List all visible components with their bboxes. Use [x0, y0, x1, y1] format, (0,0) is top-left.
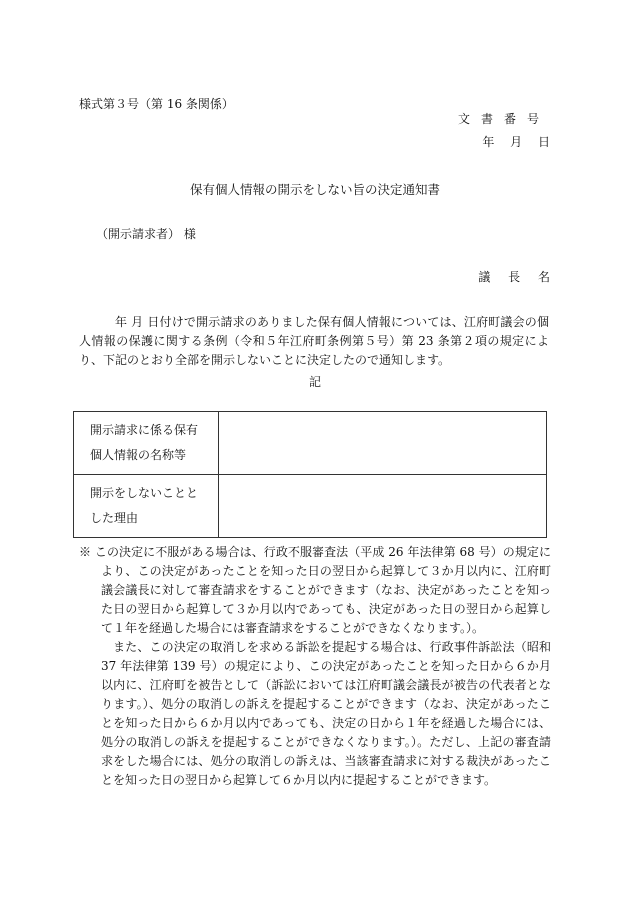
sender-line: 議 長 名 [478, 270, 550, 284]
details-table [73, 411, 547, 538]
table-row-value [219, 475, 547, 538]
table-row-label: 開示をしないこととした理由 [74, 475, 219, 538]
document-title: 保有個人情報の開示をしない旨の決定通知書 [189, 182, 440, 197]
document-date-label: 年 月 日 [482, 135, 550, 149]
document-number-label: 文書番号 [457, 112, 550, 126]
body-paragraph: 年 月 日付けで開示請求のありました保有個人情報については、江府町議会の個人情報の保護に関する条例（令和５年江府町条例第５号）第 23 条第２項の規定により、下記のとおり全部を開示しないことに決定したので通知します。 [79, 315, 549, 367]
note-section [79, 543, 551, 790]
form-number-label: 様式第３号（第 16 条関係） [79, 97, 234, 111]
recipient-line: （開示請求者） 様 [96, 227, 196, 241]
note-paragraph-lawsuit: また、この決定の取消しを求める訴訟を提起する場合は、行政事件訴訟法（昭和 37 年法律第 139 号）の規定により、この決定があったことを知った日から６か月以内に、江府町を被告として（訴訟においては江府町議会議長が被告の代表者となります。）、処分の取消しの訴えを提起することができます（なお、決定があったことを知った日から６か月以内であっても、決定の日から１年を経過した場合には、処分の取消しの訴えを提起することができなくなります。）。ただし、上記の審査請求をした場合には、処分の取消しの訴えは、当該審査請求に対する裁決があったことを知った日の翌日から起算して６か月以内に提起することができます。 [101, 640, 551, 787]
table-row [74, 475, 547, 538]
note-paragraph-appeal: ※ この決定に不服がある場合は、行政不服審査法（平成 26 年法律第 68 号）の規定により、この決定があったことを知った日の翌日から起算して３か月以内に、江府町議会議長に対して審査請求をすることができます（なお、決定があったことを知った日の翌日から起算して３か月以内であっても、決定があった日の翌日から起算して１年を経過した場合には審査請求をすることができなくなります。）。 [79, 545, 551, 635]
table-row-value [219, 412, 547, 475]
table-row [74, 412, 547, 475]
table-row-label: 開示請求に係る保有個人情報の名称等 [74, 412, 219, 475]
ki-heading: 記 [308, 375, 321, 389]
